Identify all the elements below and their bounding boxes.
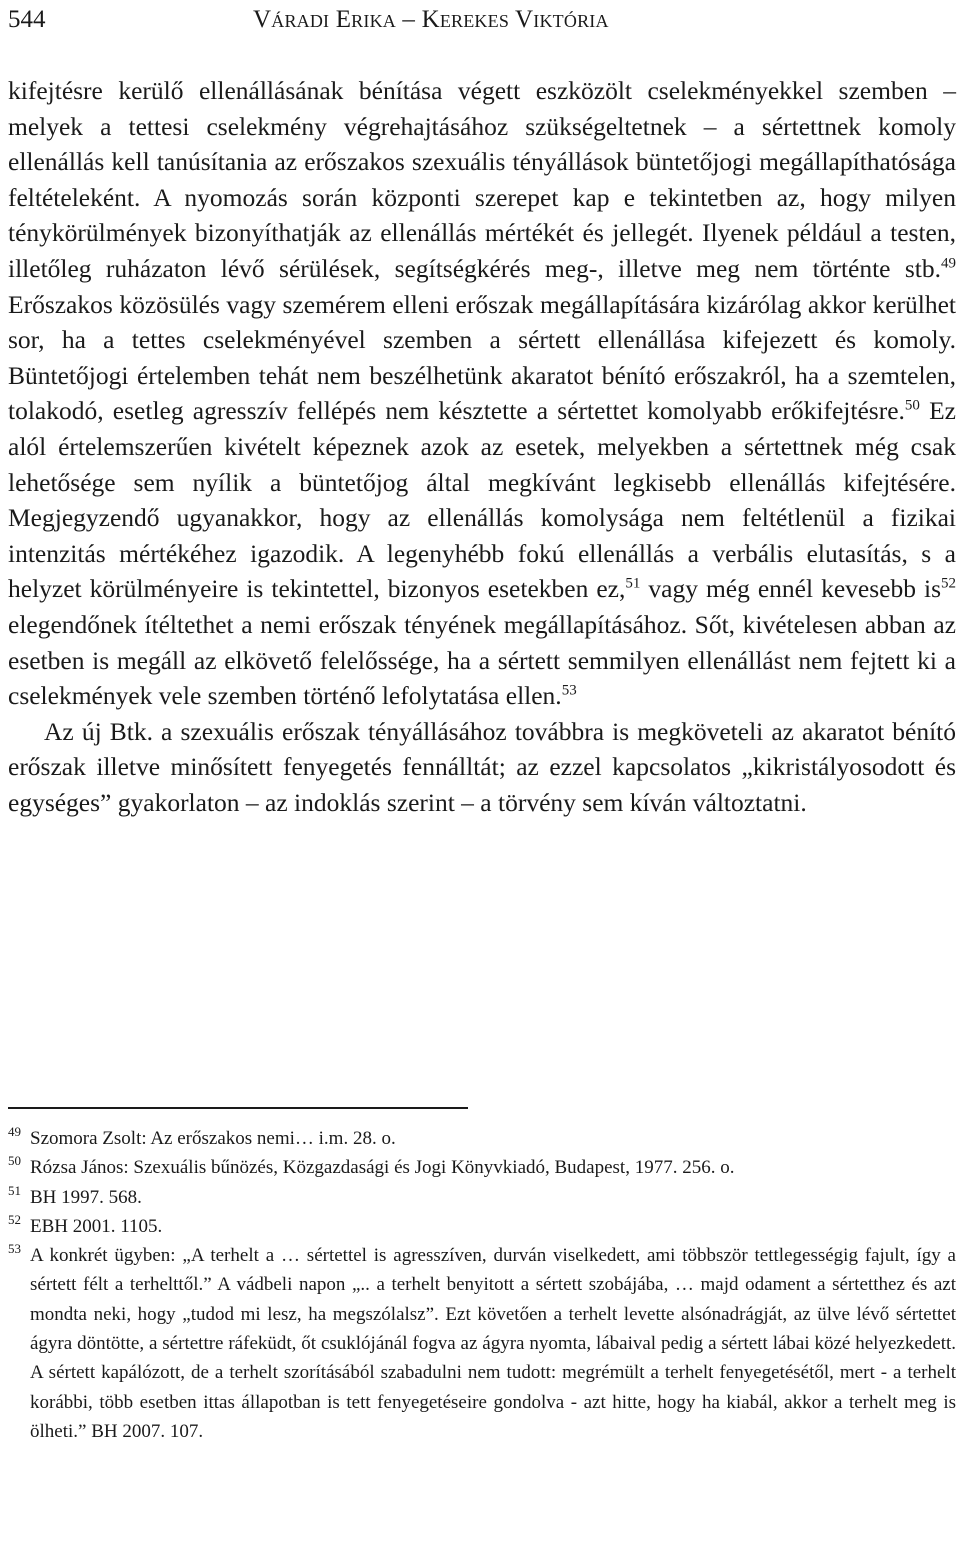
footnote-text: A konkrét ügyben: „A terhelt a … sértettel is agresszíven, durván viselkedett, ami többször tettlegességig fajult, így a sértett félt a terhelttől.” A vádbeli napon „.. a terhelt benyitott a sértett szobájába, … majd odament a sértetthez és azt mondta neki, hogy „tudod mi lesz, ha megszólalsz”. Ezt követően a terhelt levette alsónadrágját, az ülve lévő sértettet ágyra döntötte, a sértettre ráfeküdt, őt csuklójánál fogva az ágyra nyomta, lábaival pedig a sértett lábai közé helyezkedett. A sértett kapálózott, de a terhelt szorításából szabadulni nem tudott: megrémült a terhelt fenyegetésétől, mert - a terhelt korábbi, több esetben ittas állapotban is tett fenyegetéseire gondolva - azt hitte, hogy ha kiabál, akkor a terhelt meg is ölheti.” BH 2007. 107. [30, 1245, 956, 1442]
footnote-ref-53[interactable]: 53 [561, 682, 577, 699]
page-number: 544 [8, 6, 46, 33]
footnote-ref-51[interactable]: 51 [625, 575, 641, 592]
footnote-number: 52 [8, 1211, 21, 1227]
footnote-number: 53 [8, 1241, 21, 1257]
footnote [8, 1153, 956, 1182]
paragraph-1-segment-3: Ez alól értelemszerűen kivételt képeznek azok az esetek, melyekben a sértettnek még csak lehetősége sem nyílik a büntetőjog által megkívánt legkisebb ellenállás kifejtésére. Megjegyzendő ugyanakkor, hogy az ellenállás komolysága nem feltétlenül a fizikai intenzitás mértékéhez igazodik. A legenyhébb fokú ellenállás a verbális elutasítás, s a helyzet körülményeire is tekintettel, bizonyos esetekben ez, [8, 396, 956, 604]
footnote [8, 1183, 956, 1212]
footnote-text: EBH 2001. 1105. [30, 1215, 163, 1237]
footnote-separator [8, 1107, 468, 1109]
footnote-text: Szomora Zsolt: Az erőszakos nemi… i.m. 28. o. [30, 1128, 396, 1149]
footnote-ref-49[interactable]: 49 [941, 255, 956, 272]
paragraph-1-segment-1: kifejtésre kerülő ellenállásának bénítása végett eszközölt cselekményekkel szemben – melyek a tettesi cselekmény végrehajtásához szükségeltetnek – a sértettnek komoly ellenállás kell tanúsítania az erőszakos szexuális tényállások büntetőjogi megállapíthatósága feltételeként. A nyomozás során központi szerepet kap e tekintetben az, hogy milyen ténykörülmények bizonyíthatják az ellenállás mértékét és jellegét. Ilyenek például a testen, illetőleg ruházaton lévő sérülések, segítségkérés meg-, illetve meg nem történte stb. [8, 76, 956, 283]
footnote-text: Rózsa János: Szexuális bűnözés, Közgazdasági és Jogi Könyvkiadó, Budapest, 1977. 256. o. [30, 1157, 735, 1179]
paragraph-2: Az új Btk. a szexuális erőszak tényállásához továbbra is megköveteli az akaratot bénító erőszak illetve minősített fenyegetés fennálltát; az ezzel kapcsolatos „kikristályosodott és egységes” gyakorlaton – az indoklás szerint – a törvény sem kíván változtatni. [8, 716, 956, 817]
footnotes [8, 1124, 956, 1446]
footnote-text: BH 1997. 568. [30, 1186, 142, 1208]
body-text [8, 73, 956, 820]
paragraph-1-segment-4: vagy még ennél kevesebb is [640, 574, 942, 604]
footnote [8, 1212, 956, 1241]
footnote-number: 51 [8, 1182, 21, 1198]
footnote-ref-50[interactable]: 50 [904, 397, 920, 414]
paragraph-1-segment-2: Erőszakos közösülés vagy szemérem elleni erőszak megállapítására kizárólag akkor kerülhet sor, ha a tettes cselekményével szemben a sértett ellenállása kifejezett és komoly. Büntetőjogi értelemben tehát nem beszélhetünk akaratot bénító erőszakról, ha a szemtelen, tolakodó, esetleg agresszív fellépés nem késztette a sértettet komolyabb erőkifejtésre. [8, 289, 956, 426]
footnote-number: 50 [8, 1153, 21, 1169]
running-head: Váradi Erika – Kerekes Viktória [253, 6, 609, 33]
footnote-ref-52[interactable]: 52 [941, 575, 957, 592]
paragraph-1 [8, 73, 956, 714]
paragraph-1-segment-5: elegendőnek ítéltethet a nemi erőszak tényének megállapításához. Sőt, kivételesen abban az esetben is megáll az elkövető felelőssége, ha a sértett semmilyen ellenállást nem fejtett ki a cselekmények vele szemben történő lefolytatása ellen. [8, 609, 956, 711]
page-header [8, 0, 952, 40]
footnote [8, 1124, 956, 1153]
footnote [8, 1241, 956, 1446]
footnote-number: 49 [8, 1124, 21, 1139]
